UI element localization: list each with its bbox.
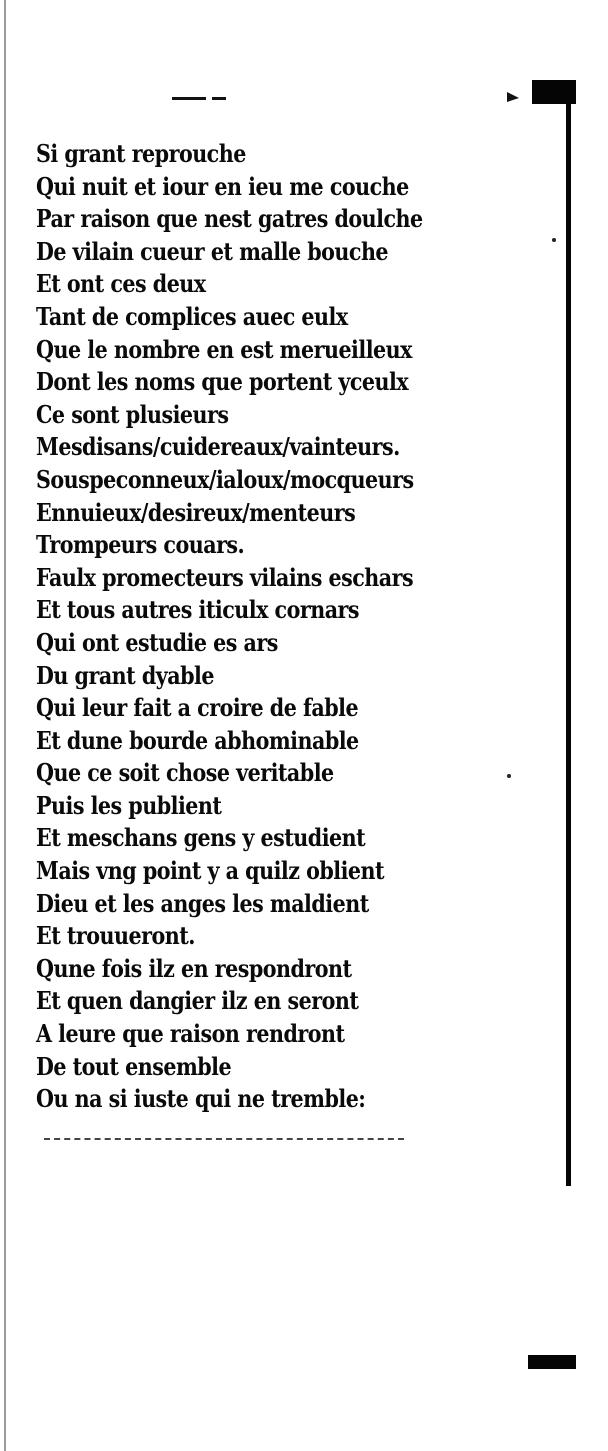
- verse-line: Et ont ces deux: [36, 269, 206, 299]
- verse-line: Ennuieux/desireux/menteurs: [36, 497, 356, 527]
- verse-line: Tant de complices auec eulx: [36, 301, 348, 331]
- verse-line: Qui nuit et iour en ieu me couche: [36, 171, 409, 201]
- verse-line: De tout ensemble: [36, 1051, 232, 1081]
- verse-line: Faulx promecteurs vilains eschars: [36, 562, 414, 592]
- verse-line: Qui ont estudie es ars: [36, 627, 278, 657]
- verse-line: Et tous autres iticulx cornars: [36, 595, 360, 625]
- verse-line: Souspeconneux/ialoux/mocqueurs: [36, 464, 414, 494]
- page-edge-rule: [4, 0, 6, 1451]
- verse-line: Par raison que nest gatres doulche: [36, 204, 423, 234]
- verse-line: Ce sont plusieurs: [36, 399, 229, 429]
- verse-line: Dont les noms que portent yceulx: [36, 367, 409, 397]
- verse-line: Mesdisans/cuidereaux/vainteurs.: [36, 432, 400, 462]
- verse-line: Dieu et les anges les maldient: [36, 888, 369, 918]
- verse-text: [36, 138, 486, 1116]
- verse-line: Si grant reprouche: [36, 139, 246, 168]
- verse-line: Et quen dangier ilz en seront: [36, 986, 359, 1016]
- verse-line: Et meschans gens y estudient: [36, 823, 366, 853]
- gutter-rule: [566, 96, 571, 1186]
- verse-line: Que le nombre en est merueilleux: [36, 334, 412, 364]
- footer-rule: [44, 1138, 404, 1140]
- verse-line: Mais vng point y a quilz oblient: [36, 856, 385, 886]
- verse-line: Que ce soit chose veritable: [36, 758, 334, 788]
- verse-line: A leure que raison rendront: [36, 1019, 345, 1049]
- verse-line: Qune fois ilz en respondront: [36, 953, 352, 983]
- verse-line: Qui leur fait a croire de fable: [36, 693, 359, 723]
- header-rule-mark: [172, 97, 206, 100]
- header-rule-mark: [212, 97, 226, 100]
- verse-line: Du grant dyable: [36, 660, 214, 690]
- gutter-foot-mark: [528, 1355, 576, 1369]
- ink-speck: [552, 238, 556, 242]
- verse-line: Et dune bourde abhominable: [36, 725, 359, 755]
- verse-line: Puis les publient: [36, 790, 222, 820]
- verse-line: Et trouueront.: [36, 921, 195, 951]
- verse-line: Trompeurs couars.: [36, 530, 245, 560]
- gutter-mark: [507, 92, 519, 102]
- verse-line: Ou na si iuste qui ne tremble:: [36, 1084, 366, 1114]
- verse-line: De vilain cueur et malle bouche: [36, 236, 389, 266]
- ink-speck: [507, 774, 511, 778]
